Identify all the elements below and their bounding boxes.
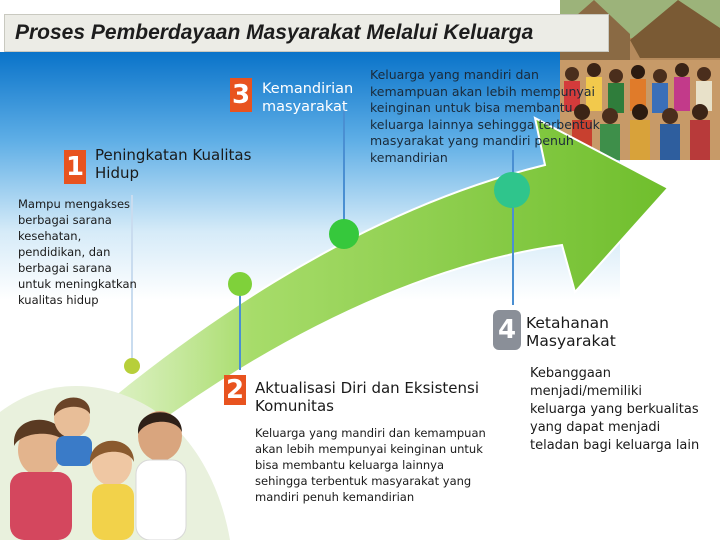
step3-dot	[329, 219, 359, 249]
step2-dot	[228, 272, 252, 296]
step3-description: Keluarga yang mandiri dan kemampuan akan lebih mempunyai keinginan untuk bisa membantu keluarga lainnya sehingga terbentuk masyarakat yang mandiri penuh kemandirian	[370, 67, 600, 165]
page-title: Proses Pemberdayaan Masyarakat Melalui Keluarga	[4, 14, 609, 52]
step1-heading: Peningkatan Kualitas Hidup	[95, 146, 252, 182]
step1-number-badge: 1	[65, 152, 85, 182]
step2-description: Keluarga yang mandiri dan kemampuan akan lebih mempunyai keinginan untuk bisa membantu keluarga lainnya sehingga terbentuk masyarakat yang mandiri penuh kemandirian	[255, 426, 486, 504]
step4-number-badge: 4	[493, 310, 521, 350]
step3-heading: Kemandirian masyarakat	[262, 81, 354, 115]
step4-dot	[494, 172, 530, 208]
step4-description: Kebanggaan menjadi/memiliki keluarga yang berkualitas yang dapat menjadi teladan bagi keluarga lain	[530, 366, 700, 453]
connector-line-3	[343, 100, 345, 230]
connector-line-2	[239, 285, 241, 370]
step3-number-badge: 3	[231, 80, 251, 110]
step2-number-badge: 2	[225, 375, 245, 405]
step1-description: Mampu mengakses berbagai sarana kesehatan, pendidikan, dan berbagai sarana untuk meningkatkan kualitas hidup	[18, 197, 137, 307]
family-photo	[0, 372, 230, 540]
step4-heading: Ketahanan Masyarakat	[526, 314, 616, 350]
step2-heading: Aktualisasi Diri dan Eksistensi Komunitas	[255, 379, 479, 415]
